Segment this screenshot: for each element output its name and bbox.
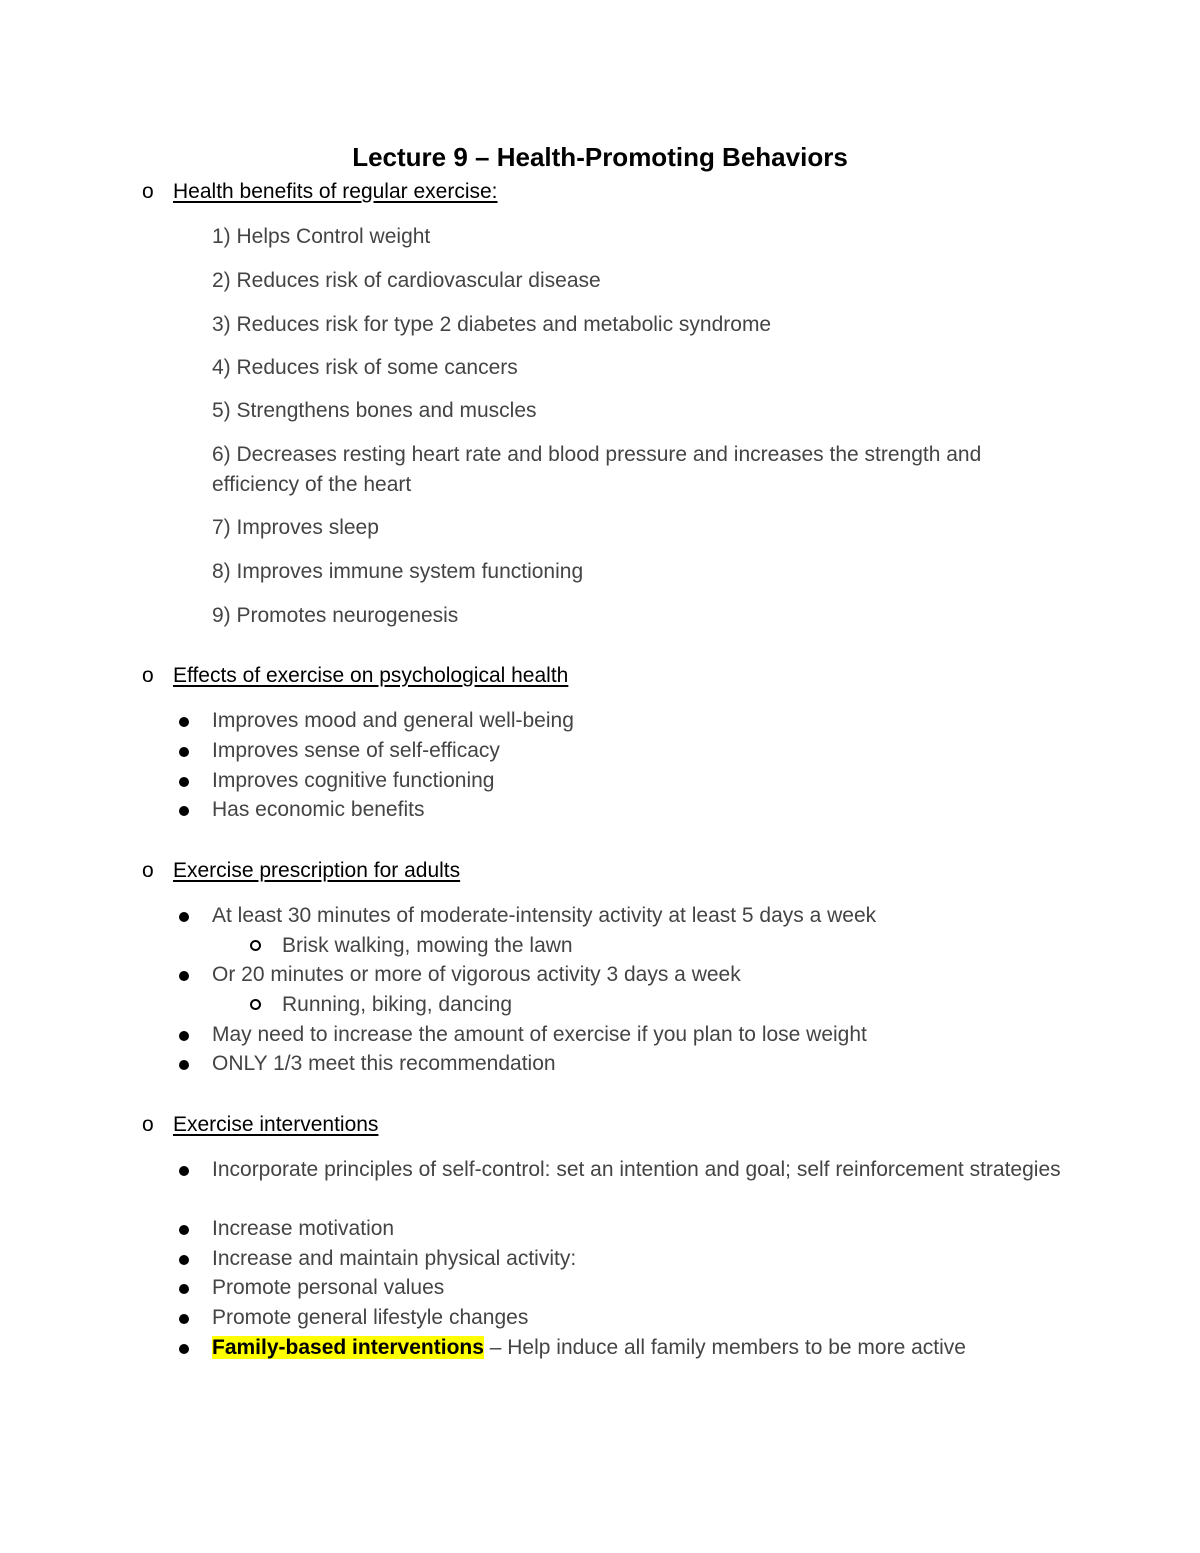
hollow-bullet-icon [250,999,261,1010]
numbered-item: 7) Improves sleep [212,516,379,539]
list-item: Has economic benefits [212,798,425,821]
bullet-icon [179,1031,189,1041]
section-marker: o [142,180,154,203]
list-item: Improves mood and general well-being [212,709,574,732]
bullet-icon [179,717,189,727]
bullet-icon [179,777,189,787]
bullet-icon [179,971,189,981]
section-heading-health-benefits [142,178,498,206]
section-heading-prescription [142,857,460,885]
section-heading-text: Health benefits of regular exercise: [173,180,498,203]
section-heading-text: Exercise interventions [173,1113,379,1136]
list-item: Increase and maintain physical activity: [212,1247,577,1270]
section-heading-text: Effects of exercise on psychological health [173,664,569,687]
hollow-bullet-icon [250,940,261,951]
bullet-icon [179,912,189,922]
bullet-icon [179,1166,189,1176]
numbered-item: 3) Reduces risk for type 2 diabetes and metabolic syndrome [212,313,772,336]
list-item-family-based [212,1333,1072,1363]
bullet-icon [179,1060,189,1070]
sub-list-item: Brisk walking, mowing the lawn [282,934,573,957]
list-item: Promote general lifestyle changes [212,1306,529,1329]
sub-list-item: Running, biking, dancing [282,993,512,1016]
bullet-icon [179,1225,189,1235]
section-marker: o [142,664,154,687]
bullet-icon [179,1255,189,1265]
list-item: At least 30 minutes of moderate-intensity activity at least 5 days a week [212,904,877,927]
section-heading-psychological [142,662,568,690]
section-heading-interventions [142,1111,378,1139]
list-item: Incorporate principles of self-control: set an intention and goal; self reinforcement strategies [212,1158,1061,1181]
numbered-item: 5) Strengthens bones and muscles [212,399,537,422]
list-item: Increase motivation [212,1217,395,1240]
list-item: May need to increase the amount of exercise if you plan to lose weight [212,1023,867,1046]
numbered-item: 9) Promotes neurogenesis [212,604,459,627]
bullet-icon [179,747,189,757]
section-marker: o [142,859,154,882]
list-item: Promote personal values [212,1276,445,1299]
bullet-icon [179,806,189,816]
numbered-item: 2) Reduces risk of cardiovascular disease [212,269,601,292]
bullet-icon [179,1284,189,1294]
page-title: Lecture 9 – Health-Promoting Behaviors [352,142,848,172]
list-item: Improves sense of self-efficacy [212,739,500,762]
numbered-item: 6) Decreases resting heart rate and blood pressure and increases the strength and efficiency of the heart [212,443,982,496]
section-marker: o [142,1113,154,1136]
numbered-item: 1) Helps Control weight [212,225,431,248]
numbered-item: 8) Improves immune system functioning [212,560,584,583]
bullet-icon [179,1314,189,1324]
list-item: Or 20 minutes or more of vigorous activity 3 days a week [212,963,741,986]
list-item: ONLY 1/3 meet this recommendation [212,1052,556,1075]
highlighted-term: Family-based interventions [212,1336,484,1359]
numbered-item: 4) Reduces risk of some cancers [212,356,518,379]
list-item-rest-text: – Help induce all family members to be more active [483,1336,966,1359]
section-heading-text: Exercise prescription for adults [173,859,461,882]
bullet-icon [179,1344,189,1354]
list-item: Improves cognitive functioning [212,769,495,792]
